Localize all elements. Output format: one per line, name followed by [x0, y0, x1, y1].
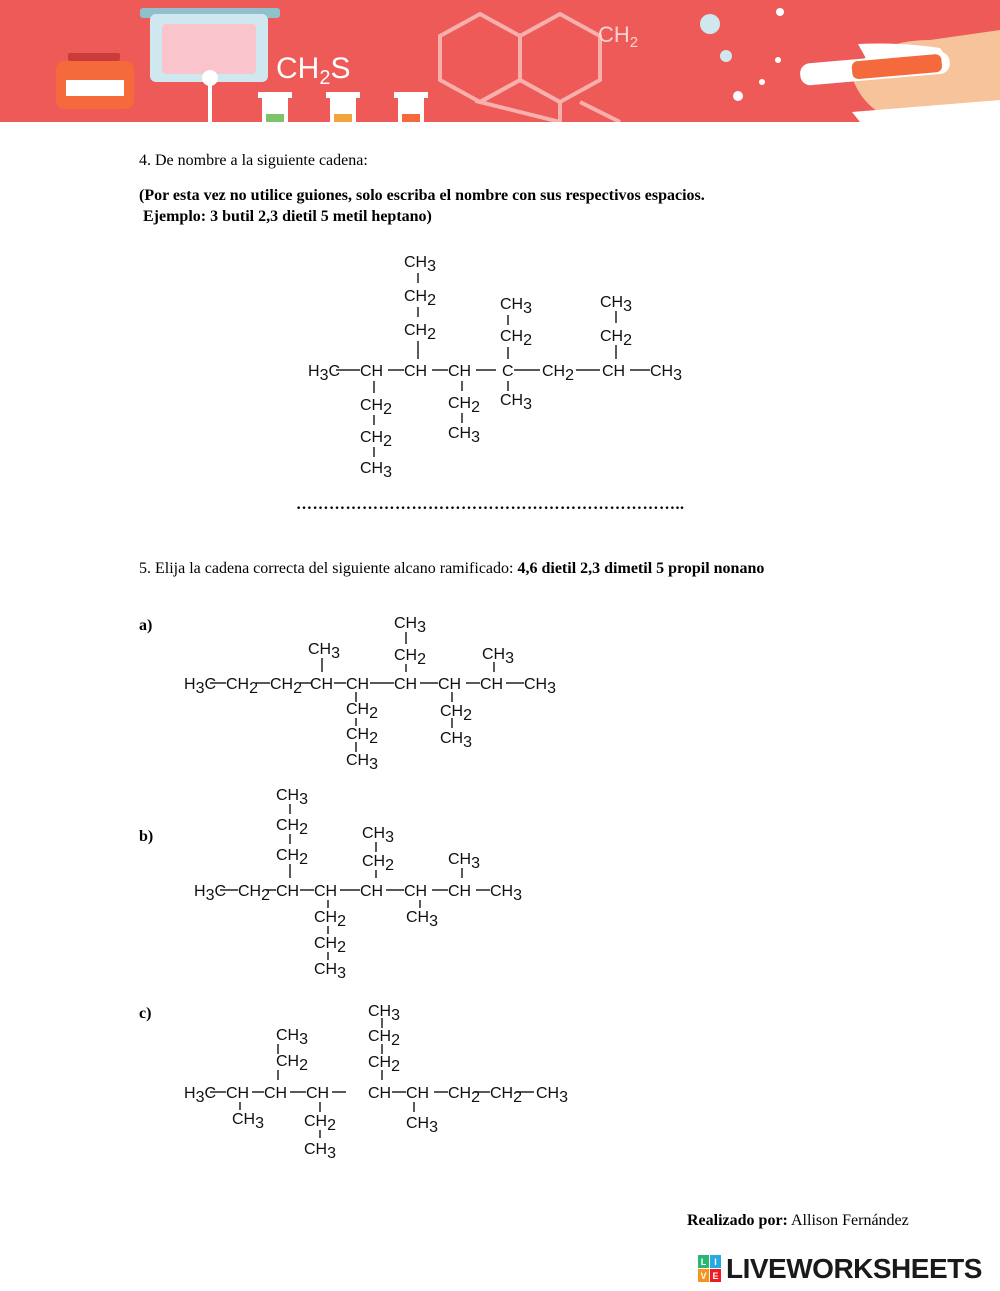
svg-text:CH3: CH3: [406, 1115, 439, 1136]
svg-text:CH: CH: [448, 363, 472, 380]
svg-text:CH3: CH3: [490, 883, 523, 904]
svg-text:CH2: CH2: [368, 1028, 401, 1049]
svg-text:CH2: CH2: [276, 847, 309, 868]
svg-text:CH3: CH3: [650, 363, 683, 384]
banner-formula-left: $CH_2S$: [276, 52, 351, 89]
svg-text:CH2: CH2: [362, 853, 395, 874]
question4-answer-blank[interactable]: ……………………………………………………………..: [296, 496, 685, 513]
svg-text:CH3: CH3: [394, 615, 427, 636]
svg-text:CH2: CH2: [368, 1054, 401, 1075]
svg-text:CH2: CH2: [490, 1085, 523, 1106]
svg-text:CH: CH: [448, 883, 472, 900]
question4-prompt: 4. De nombre a la siguiente cadena:: [139, 152, 368, 169]
svg-text:CH2: CH2: [314, 935, 347, 956]
svg-text:CH2: CH2: [394, 647, 427, 668]
svg-text:CH2: CH2: [360, 397, 393, 418]
question4-instruction-line1: (Por esta vez no utilice guiones, solo escriba el nombre con sus respectivos espacios.: [139, 187, 705, 204]
svg-text:CH2: CH2: [346, 726, 379, 747]
svg-text:CH3: CH3: [500, 392, 533, 413]
svg-text:CH3: CH3: [232, 1111, 265, 1132]
svg-text:CH3: CH3: [600, 294, 633, 315]
svg-text:CH3: CH3: [276, 787, 309, 808]
logo-tiles-icon: [698, 1255, 722, 1283]
svg-text:CH3: CH3: [448, 425, 481, 446]
svg-text:CH2: CH2: [238, 883, 271, 904]
option-c-structure[interactable]: [180, 1000, 580, 1165]
svg-text:CH2: CH2: [360, 429, 393, 450]
svg-text:CH3: CH3: [448, 851, 481, 872]
author-credit: [687, 1212, 909, 1230]
svg-text:CH3: CH3: [482, 646, 515, 667]
svg-text:CH: CH: [394, 676, 418, 693]
svg-text:V: V: [700, 1271, 707, 1281]
svg-text:CH2: CH2: [500, 328, 533, 349]
svg-text:H3C: H3C: [194, 883, 227, 904]
svg-text:CH2: CH2: [226, 676, 259, 697]
svg-text:CH: CH: [360, 883, 384, 900]
question4-instruction-line2: Ejemplo: 3 butil 2,3 dietil 5 metil heptano): [143, 208, 432, 225]
svg-text:CH: CH: [438, 676, 462, 693]
svg-text:CH2: CH2: [448, 395, 481, 416]
svg-text:CH: CH: [404, 883, 428, 900]
svg-text:CH2: CH2: [276, 1053, 309, 1074]
credit-name: Allison Fernández: [787, 1212, 909, 1229]
svg-text:CH3: CH3: [346, 752, 379, 773]
question4-structure: [300, 245, 700, 480]
svg-text:CH3: CH3: [276, 1027, 309, 1048]
question5-prompt-text: 5. Elija la cadena correcta del siguiente alcano ramificado:: [139, 560, 518, 577]
svg-text:CH: CH: [406, 1085, 430, 1102]
banner-formula-right: $CH_2$: [598, 22, 639, 51]
svg-text:CH: CH: [360, 363, 384, 380]
option-c-label[interactable]: c): [139, 1005, 152, 1022]
svg-text:CH2: CH2: [346, 701, 379, 722]
svg-text:C: C: [502, 363, 514, 380]
svg-text:CH3: CH3: [308, 641, 341, 662]
svg-text:CH: CH: [226, 1085, 250, 1102]
svg-text:CH: CH: [368, 1085, 392, 1102]
svg-text:L: L: [700, 1257, 707, 1267]
q4-atom: H3C: [308, 363, 341, 384]
svg-text:I: I: [714, 1257, 717, 1267]
svg-text:CH: CH: [306, 1085, 330, 1102]
option-a-structure[interactable]: [180, 612, 580, 777]
svg-text:CH: CH: [480, 676, 504, 693]
svg-text:CH2: CH2: [270, 676, 303, 697]
svg-text:H3C: H3C: [184, 1085, 217, 1106]
svg-text:CH2: CH2: [404, 322, 437, 343]
svg-text:CH3: CH3: [360, 460, 393, 481]
svg-text:CH2: CH2: [314, 909, 347, 930]
svg-text:CH3: CH3: [303, 1141, 337, 1162]
option-b-structure[interactable]: [190, 782, 550, 982]
svg-text:CH2: CH2: [600, 328, 633, 349]
question5-compound-name: 4,6 dietil 2,3 dimetil 5 propil nonano: [517, 560, 765, 577]
svg-text:CH3: CH3: [500, 296, 533, 317]
svg-text:CH: CH: [314, 883, 338, 900]
svg-text:CH3: CH3: [524, 676, 557, 697]
header-banner: [0, 0, 1000, 122]
svg-text:CH2: CH2: [542, 363, 575, 384]
svg-text:CH3: CH3: [362, 825, 395, 846]
option-b-label[interactable]: b): [139, 828, 154, 845]
svg-text:CH: CH: [602, 363, 626, 380]
svg-text:E: E: [712, 1271, 719, 1281]
svg-text:CH3: CH3: [406, 909, 439, 930]
svg-text:CH2: CH2: [276, 817, 309, 838]
svg-text:CH3: CH3: [440, 730, 473, 751]
svg-text:CH: CH: [404, 363, 428, 380]
liveworksheets-logo: [698, 1253, 982, 1285]
svg-text:CH3: CH3: [314, 961, 347, 982]
svg-text:CH: CH: [276, 883, 300, 900]
svg-text:CH: CH: [346, 676, 370, 693]
credit-label: Realizado por:: [687, 1212, 788, 1229]
svg-text:H3C: H3C: [184, 676, 217, 697]
svg-text:CH2: CH2: [440, 703, 473, 724]
svg-text:CH2: CH2: [404, 288, 437, 309]
svg-text:CH3: CH3: [536, 1085, 569, 1106]
svg-text:CH2: CH2: [448, 1085, 481, 1106]
option-a-label[interactable]: a): [139, 617, 153, 634]
svg-text:CH2: CH2: [303, 1113, 337, 1134]
question5-prompt: [139, 560, 764, 578]
svg-text:CH: CH: [310, 676, 334, 693]
logo-text: LIVEWORKSHEETS: [726, 1253, 982, 1284]
svg-text:CH3: CH3: [404, 254, 437, 275]
svg-text:CH: CH: [264, 1085, 288, 1102]
svg-text:CH3: CH3: [368, 1003, 401, 1024]
